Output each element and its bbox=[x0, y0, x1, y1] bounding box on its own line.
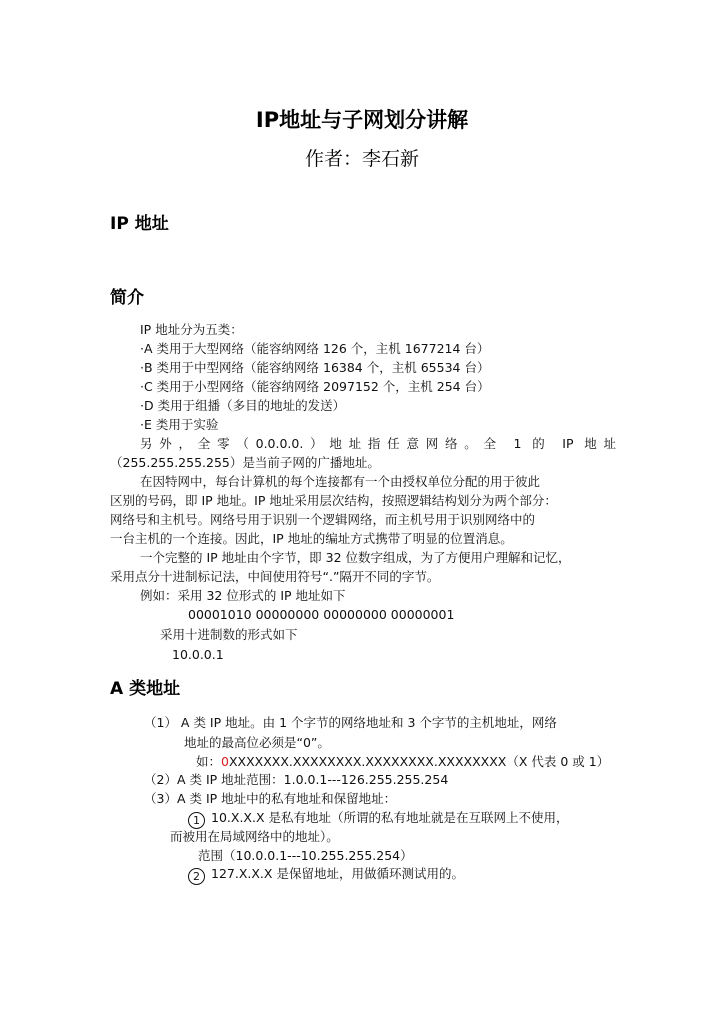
highest-bit-zero: 0 bbox=[221, 754, 229, 769]
class-a-private bbox=[188, 810, 569, 829]
circled-number-1: 1 bbox=[188, 812, 205, 829]
class-a-line: 地址的最高位必须是“0”。 bbox=[184, 735, 330, 750]
intro-line: 一个完整的 IP 地址由个字节，即 32 位数字组成，为了方便用户理解和记忆， bbox=[140, 550, 571, 565]
intro-line: ·A 类用于大型网络（能容纳网络 126 个，主机 1677214 台） bbox=[140, 341, 490, 356]
intro-line: 网络号和主机号。网络号用于识别一个逻辑网络，而主机号用于识别网络中的 bbox=[110, 512, 536, 527]
intro-line: 例如：采用 32 位形式的 IP 地址如下 bbox=[140, 588, 346, 603]
class-a-line: 而被用在局域网络中的地址）。 bbox=[170, 829, 339, 844]
document-author: 作者：李石新 bbox=[304, 148, 419, 170]
example-prefix: 如： bbox=[196, 754, 222, 769]
class-a-example bbox=[196, 754, 609, 770]
section-heading-ip: IP 地址 bbox=[110, 214, 169, 234]
class-a-line: 范围（10.0.0.1---10.255.255.254） bbox=[198, 848, 413, 863]
class-a-line: （1） A 类 IP 地址。由 1 个字节的网络地址和 3 个字节的主机地址，网络 bbox=[144, 715, 557, 730]
intro-line: 一台主机的一个连接。因此，IP 地址的编址方式携带了明显的位置消息。 bbox=[110, 531, 513, 546]
class-a-reserved-text: 127.X.X.X 是保留地址，用做循环测试用的。 bbox=[211, 866, 464, 881]
intro-line: ·C 类用于小型网络（能容纳网络 2097152 个，主机 254 台） bbox=[140, 379, 490, 394]
intro-line: （255.255.255.255）是当前子网的广播地址。 bbox=[110, 455, 380, 470]
intro-line: 采用点分十进制标记法，中间使用符号“.”隔开不同的字节。 bbox=[110, 569, 440, 584]
document-title: IP地址与子网划分讲解 bbox=[255, 108, 469, 132]
intro-line: ·E 类用于实验 bbox=[140, 417, 219, 432]
example-pattern: XXXXXXX.XXXXXXXX.XXXXXXXX.XXXXXXXX（X 代表 0 或 1） bbox=[228, 754, 610, 769]
intro-line: ·B 类用于中型网络（能容纳网络 16384 个，主机 65534 台） bbox=[140, 360, 490, 375]
class-a-line: （2）A 类 IP 地址范围：1.0.0.1---126.255.255.254 bbox=[144, 772, 449, 787]
intro-line: ·D 类用于组播（多目的地址的发送） bbox=[140, 398, 346, 413]
section-heading-intro: 简介 bbox=[110, 288, 144, 308]
section-heading-class-a: A 类地址 bbox=[110, 679, 181, 699]
intro-line: 在因特网中，每台计算机的每个连接都有一个由授权单位分配的用于彼此 bbox=[140, 474, 541, 489]
intro-line: 另外，全零（0.0.0.0.）地址指任意网络。全 1 的 IP 地址 bbox=[140, 436, 616, 451]
intro-line: 采用十进制数的形式如下 bbox=[160, 627, 298, 642]
intro-line: 区别的号码，即 IP 地址。IP 地址采用层次结构，按照逻辑结构划分为两个部分： bbox=[110, 493, 557, 508]
binary-example: 00001010 00000000 00000000 00000001 bbox=[188, 607, 455, 622]
intro-line: IP 地址分为五类： bbox=[140, 322, 243, 337]
class-a-reserved bbox=[188, 866, 464, 885]
class-a-private-text: 10.X.X.X 是私有地址（所谓的私有地址就是在互联网上不使用， bbox=[211, 810, 569, 825]
circled-number-2: 2 bbox=[188, 868, 205, 885]
decimal-example: 10.0.0.1 bbox=[172, 647, 224, 662]
class-a-line: （3）A 类 IP 地址中的私有地址和保留地址： bbox=[144, 791, 397, 806]
